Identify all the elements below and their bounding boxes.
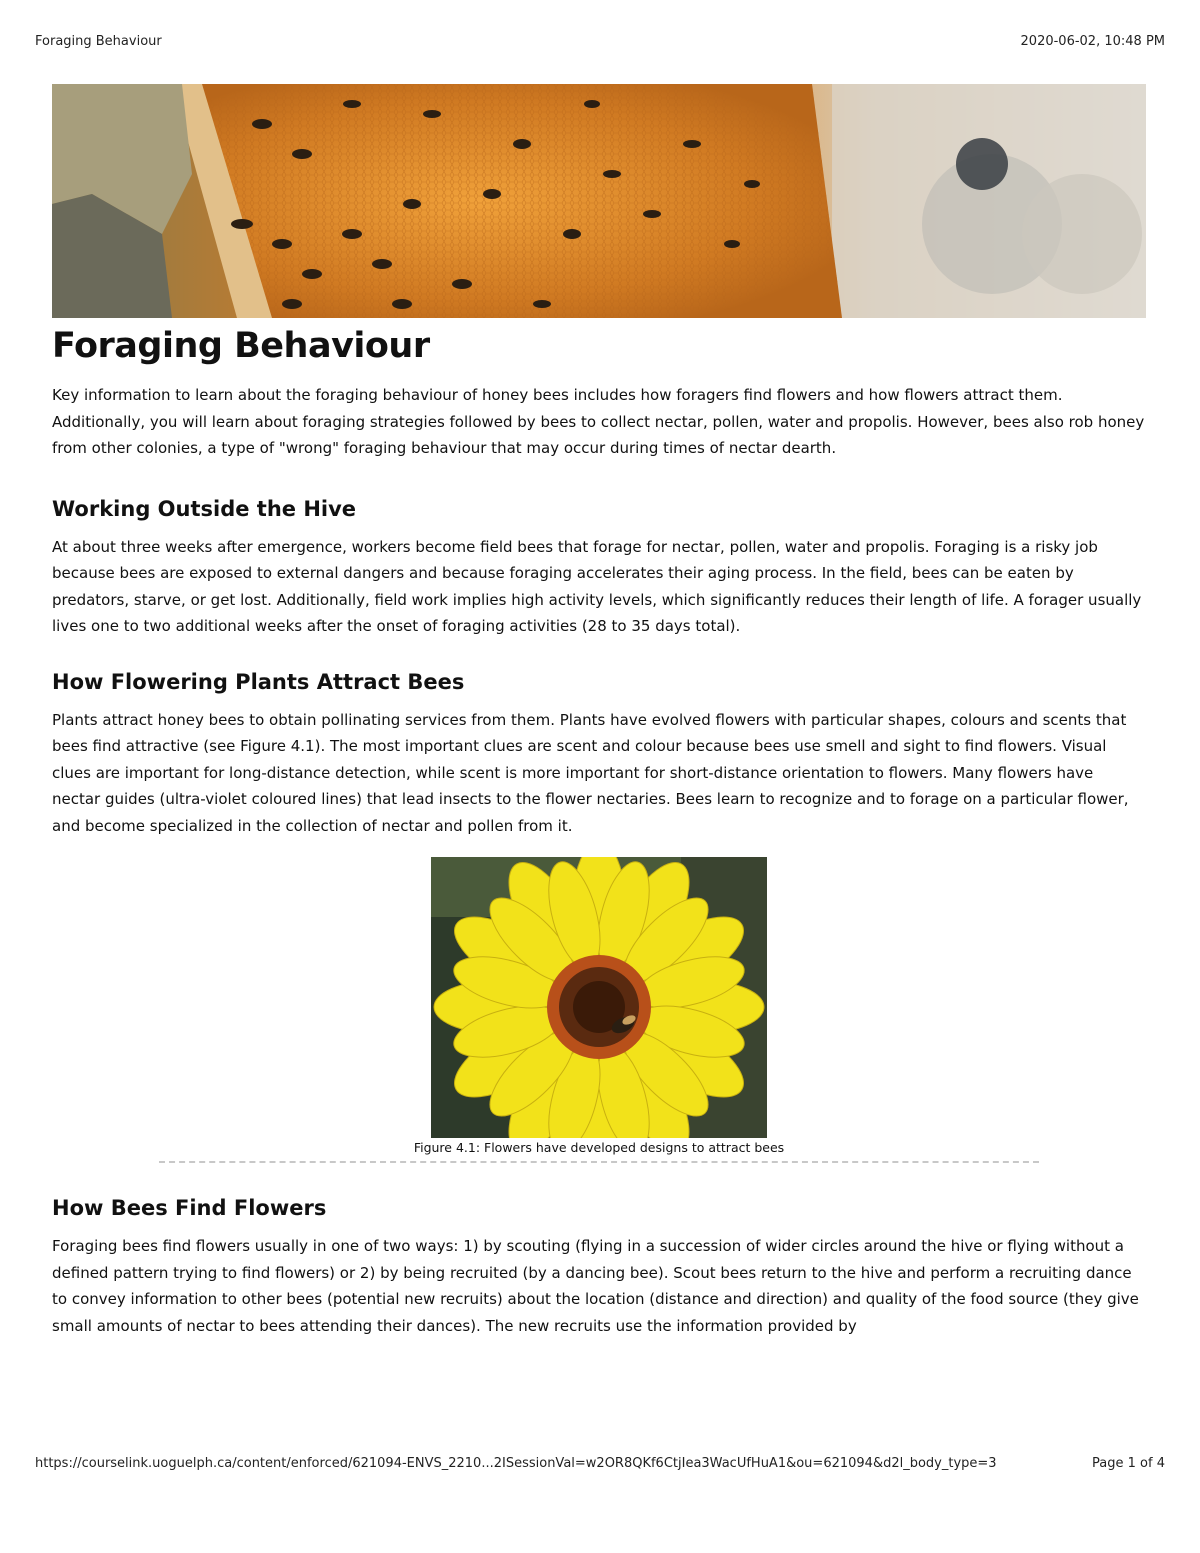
section-body: At about three weeks after emergence, workers become field bees that forage for nectar, pollen, water and propolis. Foraging is a risky job because bees are exposed to external dangers and because foraging accelerates their aging process. In the field, bees can be eaten by predators, starve, or get lost. Additionally, field work implies high activity levels, which significantly reduces their length of life. A forager usually lives one to two additional weeks after the onset of foraging activities (28 to 35 days total). bbox=[52, 537, 1142, 635]
intro-paragraph: Key information to learn about the foraging behaviour of honey bees includes how foragers find flowers and how flowers attract them. Additionally, you will learn about foraging strategies followed by bees to collect nectar, pollen, water and propolis. However, bees also rob honey from other colonies, a type of "wrong" foraging behaviour that may occur during times of nectar dearth. bbox=[52, 386, 1145, 457]
figure-caption: Figure 4.1: Flowers have developed designs to attract bees bbox=[413, 1140, 785, 1155]
section-heading: How Bees Find Flowers bbox=[52, 1196, 327, 1220]
section-heading: Working Outside the Hive bbox=[52, 496, 357, 521]
print-header-datetime: 2020-06-02, 10:48 PM bbox=[1020, 34, 1165, 49]
figure-divider bbox=[159, 1161, 1039, 1163]
honeycomb-frame-with-bees-photo-icon bbox=[52, 84, 1146, 318]
print-header-title: Foraging Behaviour bbox=[35, 34, 162, 49]
sunflower-with-bee-photo-icon bbox=[431, 857, 767, 1138]
figure-4-1 bbox=[52, 857, 1146, 1163]
print-footer bbox=[35, 1456, 1165, 1474]
section-plants-attract bbox=[52, 667, 1146, 840]
section-working-outside bbox=[52, 494, 1146, 640]
section-heading: How Flowering Plants Attract Bees bbox=[52, 669, 465, 694]
main-content bbox=[52, 318, 1146, 1339]
section-body: Foraging bees find flowers usually in one of two ways: 1) by scouting (flying in a succession of wider circles around the hive or flying without a defined pattern trying to find flowers) or 2) by being recruited (by a dancing bee). Scout bees return to the hive and perform a recruiting dance to convey information to other bees (potential new recruits) about the location (distance and direction) and quality of the food source (they give small amounts of nectar to bees attending their dances). The new recruits use the information provided by bbox=[52, 1237, 1139, 1335]
section-body: Plants attract honey bees to obtain pollinating services from them. Plants have evolved flowers with particular shapes, colours and scents that bees find attractive (see Figure 4.1). The most important clues are scent and colour because bees use smell and sight to find flowers. Visual clues are important for long-distance detection, while scent is more important for short-distance orientation to flowers. Many flowers have nectar guides (ultra-violet coloured lines) that lead insects to the flower nectaries. Bees learn to recognize and to forage on a particular flower, and become specialized in the collection of nectar and pollen from it. bbox=[52, 710, 1129, 835]
print-header bbox=[35, 34, 1165, 52]
print-footer-url: https://courselink.uoguelph.ca/content/enforced/621094-ENVS_2210...2ISessionVal=w2OR8QKf6CtjIea3WacUfHuA1&ou=621094&d2l_body_type=3 bbox=[35, 1456, 997, 1471]
page-title: Foraging Behaviour bbox=[52, 326, 430, 366]
print-footer-page: Page 1 of 4 bbox=[1092, 1456, 1165, 1471]
section-bees-find-flowers bbox=[52, 1193, 1146, 1339]
banner-image bbox=[52, 84, 1146, 318]
